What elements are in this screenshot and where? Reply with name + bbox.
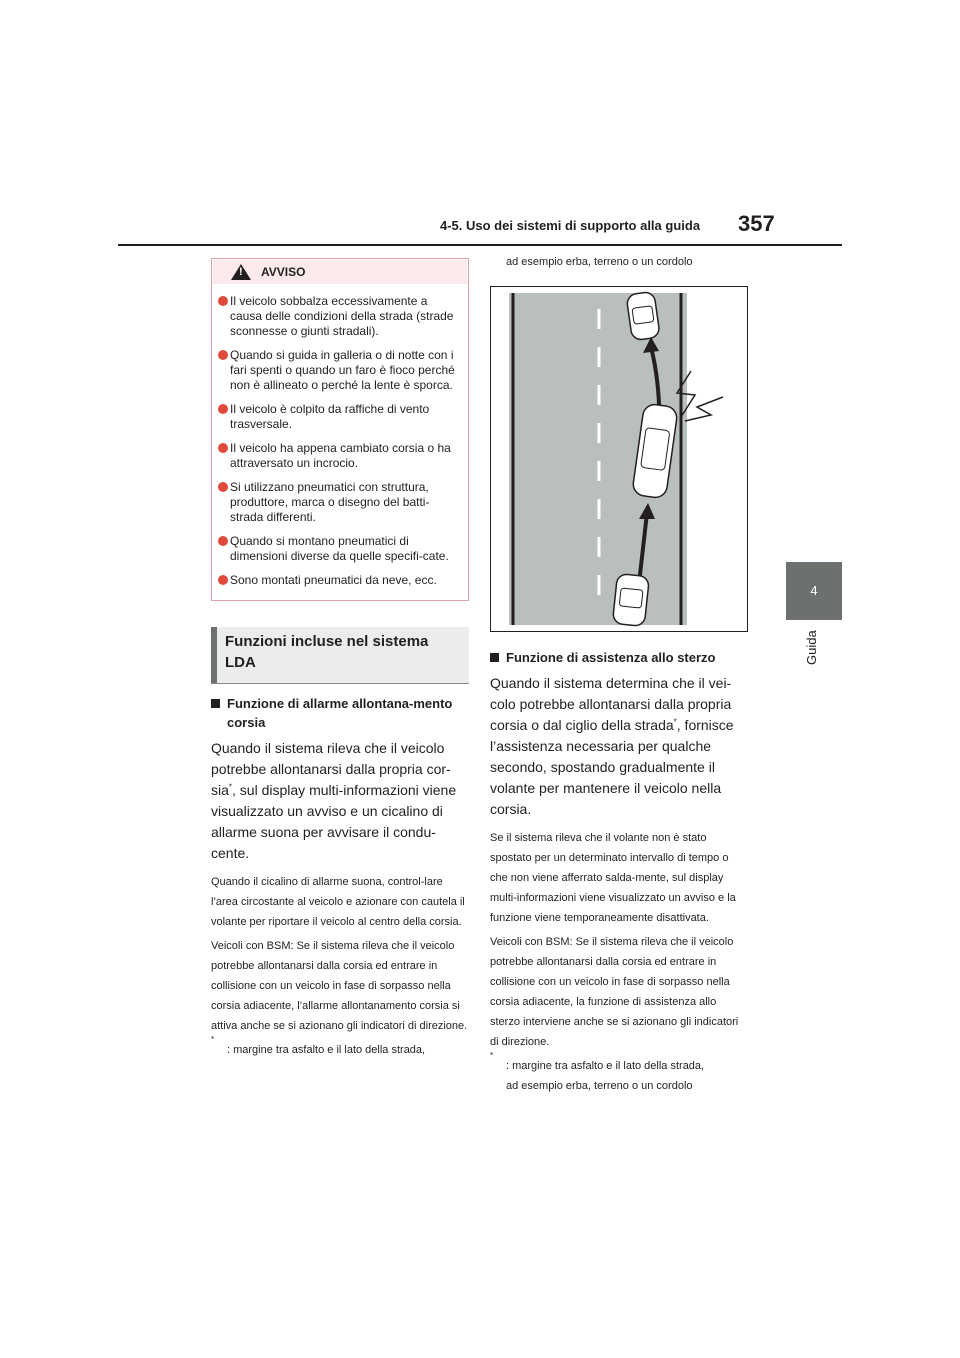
car-bottom — [612, 573, 649, 626]
chapter-header: 4-5. Uso dei sistemi di supporto alla guida — [440, 218, 701, 233]
car-top — [626, 291, 660, 340]
chapter-tab[interactable]: 4 — [786, 562, 842, 620]
lane-alarm-heading: Funzione di allarme allontana-mento corsia — [211, 694, 469, 732]
bullet-icon — [218, 404, 228, 414]
left-column — [211, 258, 469, 1060]
chapter-tab-label: Guida — [804, 630, 819, 665]
section-title: Funzioni incluse nel sistema LDA — [225, 633, 429, 671]
bullet-icon — [218, 482, 228, 492]
bullet-icon — [218, 575, 228, 585]
footnote-continued: ad esempio erba, terreno o un cordolo — [506, 1080, 693, 1092]
bullet-icon — [218, 536, 228, 546]
warning-item: Il veicolo ha appena cambiato corsia o ha attraversato un incrocio. — [212, 441, 468, 471]
footnote-marker: * — [228, 782, 233, 792]
warning-header — [213, 260, 467, 284]
warning-item: Quando si montano pneumatici di dimensioni diverse da quelle specifi-cate. — [212, 534, 468, 564]
steering-assist-heading: Funzione di assistenza allo sterzo — [490, 648, 748, 667]
lane-diagram-illustration — [491, 287, 747, 631]
warning-triangle-icon — [231, 264, 251, 280]
warning-item: Si utilizzano pneumatici con struttura, produttore, marca o disegno del batti-strada differenti. — [212, 480, 468, 525]
warning-title: AVVISO — [261, 265, 306, 279]
footnote: * : margine tra asfalto e il lato della strada, — [211, 1035, 426, 1056]
lane-alarm-note: Quando il cicalino di allarme suona, control-lare l’area circostante al veicolo e azionare con cautela il volante per riportare il veicolo al centro della corsia. — [211, 876, 465, 928]
steering-assist-paragraph: Quando il sistema determina che il vei-colo potrebbe allontanarsi dalla propria corsia o dal ciglio della strada*, fornisce l’assistenza necessaria per qualche secondo, spostando gradualmente il volante per mantenere il veicolo nella corsia. — [490, 675, 734, 817]
lane-diagram — [490, 286, 748, 632]
bullet-icon — [218, 296, 228, 306]
warning-box — [211, 258, 469, 601]
steering-assist-note: Se il sistema rileva che il volante non è stato spostato per un determinato intervallo di tempo o che non viene afferrato salda-mente, sul display multi-informazioni viene visualizzato un avviso e la funzione viene temporaneamente disattivata. — [490, 832, 736, 924]
warning-item: Sono montati pneumatici da neve, ecc. — [212, 573, 468, 588]
lane-alarm-paragraph: Quando il sistema rileva che il veicolo potrebbe allontanarsi dalla propria cor-sia*, sul display multi-informazioni viene visualizzato un avviso e un cicalino di allarme suona per avvisare il condu-cente. — [211, 740, 457, 861]
footnote: * : margine tra asfalto e il lato della strada, — [490, 1051, 705, 1072]
bullet-icon — [218, 443, 228, 453]
bullet-icon — [218, 350, 228, 360]
warning-item: Il veicolo sobbalza eccessivamente a causa delle condizioni della strada (strade sconnesse o giunti stradali). — [212, 294, 468, 339]
right-column — [490, 252, 748, 1096]
warning-item: Il veicolo è colpito da raffiche di vento trasversale. — [212, 402, 468, 432]
lane-alarm-bsm-note: Veicoli con BSM: Se il sistema rileva che il veicolo potrebbe allontanarsi dalla corsia ed entrare in collisione con un veicolo in fase di sorpasso nella corsia adiacente, l’allarme allontanamento corsia si attiva anche se si azionano gli indicatori di direzione. — [211, 940, 468, 1032]
footnote-marker: * — [673, 717, 677, 727]
steering-assist-bsm-note: Veicoli con BSM: Se il sistema rileva che il veicolo potrebbe allontanarsi dalla corsia ed entrare in collisione con un veicolo in fase di sorpasso nella corsia adiacente, la funzione di assistenza allo sterzo interviene anche se si azionano gli indicatori di direzione. — [490, 936, 739, 1048]
footnote-continued: ad esempio erba, terreno o un cordolo — [506, 256, 693, 268]
page-number: 357 — [738, 211, 775, 236]
header-rule — [118, 244, 842, 246]
warning-item: Quando si guida in galleria o di notte con i fari spenti o quando un faro è fioco perché non è allineato o perché la lente è sporca. — [212, 348, 468, 393]
section-heading — [211, 627, 469, 684]
